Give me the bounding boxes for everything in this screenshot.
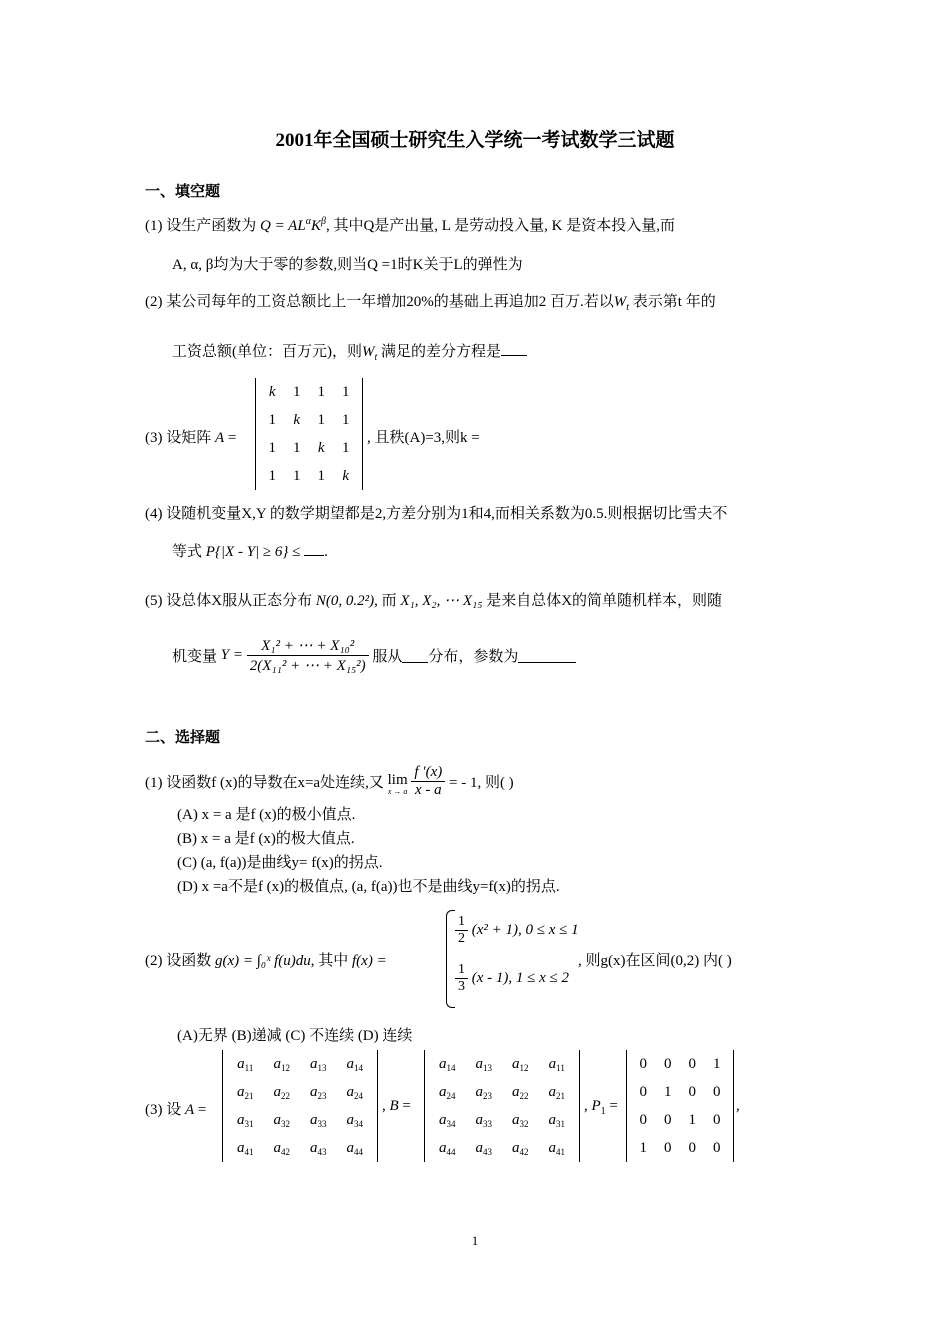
matrix-cell: $a_{42}$ (512, 1139, 529, 1157)
matrix-cell: 0 (688, 1055, 696, 1072)
matrix-cell: 0 (713, 1111, 721, 1128)
matrix-cell: $a_{21}$ (237, 1083, 254, 1101)
page-number: 1 (471, 1233, 479, 1248)
matrix-cell: $a_{22}$ (512, 1083, 529, 1101)
fill-q2-wt: $W_t$ (613, 294, 630, 313)
matrix-cell: $a_{32}$ (512, 1111, 529, 1129)
matrix-cell: k (342, 467, 350, 484)
matrix-cell: 0 (639, 1111, 647, 1128)
piecewise-brace (446, 910, 455, 1008)
matrix-cell: 0 (713, 1139, 721, 1156)
fraction-denominator: x - a (414, 782, 442, 798)
choice-q1-option-c: (C) (a, f(a))是曲线y= f(x)的拐点. (177, 855, 383, 871)
matrix-cell: $a_{23}$ (475, 1083, 492, 1101)
label-p1: , $P_1$ = (584, 1098, 618, 1117)
choice-q2-case1: $\frac{1}{2}$ (x² + 1), 0 ≤ x ≤ 1 (455, 914, 579, 947)
fill-q5-dist: N(0, 0.2²) (315, 593, 375, 609)
matrix-cell: 0 (664, 1055, 672, 1072)
matrix-cell: 1 (342, 439, 350, 456)
fill-q4-line2: 等式 P{|X - Y| ≥ 6} ≤ . (172, 540, 328, 561)
matrix-cell: $a_{44}$ (439, 1139, 456, 1157)
matrix-cell: $a_{33}$ (475, 1111, 492, 1129)
matrix-cell: 1 (293, 439, 301, 456)
matrix-cell: 1 (268, 467, 276, 484)
fraction-numerator: X₁² + ⋯ + X₁₀² (247, 636, 369, 656)
matrix-cell: 1 (317, 383, 325, 400)
fill-q1-formula: $Q = AL^\alpha K^\beta$ (260, 216, 326, 234)
answer-blank (501, 341, 527, 356)
choice-q2-case2: $\frac{1}{3}$ (x - 1), 1 ≤ x ≤ 2 (455, 962, 569, 995)
page-title: 2001年全国硕士研究生入学统一考试数学三试题 (275, 130, 675, 151)
matrix-cell: $a_{41}$ (237, 1139, 254, 1157)
matrix-b (424, 1050, 580, 1162)
fill-q3-rest: , 且秩(A)=3,则k = (367, 430, 480, 446)
fill-q2-text3: 工资总额(单位：百万元)，则 (172, 344, 362, 360)
matrix-cell: 0 (664, 1139, 672, 1156)
choice-q2-options: (A)无界 (B)递减 (C) 不连续 (D) 连续 (177, 1028, 413, 1044)
matrix-cell: $a_{13}$ (310, 1055, 327, 1073)
fill-q1-prefix: (1) 设生产函数为 (145, 218, 257, 234)
matrix-a-q3 (255, 378, 363, 490)
matrix-cell: $a_{44}$ (346, 1139, 363, 1157)
matrix-cell: $a_{11}$ (548, 1055, 565, 1073)
matrix-cell: $a_{31}$ (237, 1111, 254, 1129)
choice-q2-text2: , 其中 (310, 953, 349, 969)
matrix-cell: k (293, 411, 301, 428)
matrix-cell: 1 (688, 1111, 696, 1128)
fill-q2-line2: 工资总额(单位：百万元)，则$W_t$ 满足的差分方程是 (172, 340, 527, 363)
matrix-cell: 1 (268, 411, 276, 428)
matrix-cell: $a_{23}$ (310, 1083, 327, 1101)
matrix-cell: $a_{12}$ (512, 1055, 529, 1073)
fill-q5-line1 (145, 589, 722, 610)
fill-q2-text2: 表示第t 年的 (632, 294, 716, 310)
matrix-cell: 0 (639, 1055, 647, 1072)
matrix-cell: 1 (293, 383, 301, 400)
fill-q1-line1 (145, 214, 675, 235)
matrix-cell: k (317, 439, 325, 456)
matrix-cell: 0 (639, 1083, 647, 1100)
matrix-cell: 1 (317, 467, 325, 484)
matrix-cell: 1 (317, 411, 325, 428)
trailing-comma: , (736, 1098, 740, 1114)
matrix-cell: 1 (342, 411, 350, 428)
section-fill-heading: 一、填空题 (145, 184, 221, 200)
matrix-cell: $a_{32}$ (273, 1111, 290, 1129)
matrix-cell: $a_{31}$ (548, 1111, 565, 1129)
section-choice-heading: 二、选择题 (145, 730, 221, 746)
answer-blank (518, 648, 576, 663)
matrix-cell: $a_{33}$ (310, 1111, 327, 1129)
fill-q2-line1 (145, 290, 716, 313)
fill-q5-text: (5) 设总体X服从正态分布 (145, 593, 313, 609)
matrix-cell: $a_{24}$ (346, 1083, 363, 1101)
choice-q1-limit: lim x → a (387, 771, 408, 796)
matrix-cell: 1 (268, 439, 276, 456)
matrix-cell: $a_{34}$ (346, 1111, 363, 1129)
matrix-cell: $a_{11}$ (237, 1055, 254, 1073)
fraction-denominator: 2(X₁₁² + ⋯ + X₁₅²) (249, 658, 366, 674)
fill-q5-text5: 服从 (372, 649, 403, 665)
matrix-cell: 1 (342, 383, 350, 400)
matrix-cell: 1 (664, 1083, 672, 1100)
fill-q4-text: 等式 (172, 544, 203, 560)
choice-q2-rest: , 则g(x)在区间(0,2) 内( ) (578, 953, 732, 969)
matrix-cell: $a_{34}$ (439, 1111, 456, 1129)
fill-q3-label: (3) 设矩阵 A = (145, 430, 237, 446)
fill-q5-line2: 机变量 Y = $\frac{\text{X₁² + ⋯ + X₁₀²}}{\text{2(X₁₁² + ⋯ + X₁₅²)}}$ 服从 分布，参数为 (172, 636, 576, 675)
choice-q1-option-d: (D) x =a不是f (x)的极值点, (a, f(a))也不是曲线y=f(x)的拐点. (177, 879, 560, 895)
matrix-cell: 0 (713, 1083, 721, 1100)
answer-blank (304, 541, 324, 556)
matrix-cell: $a_{42}$ (273, 1139, 290, 1157)
fill-q2-text: (2) 某公司每年的工资总额比上一年增加20%的基础上再追加2 百万.若以 (145, 294, 614, 310)
fill-q4-formula: P{|X - Y| ≥ 6} ≤ (205, 544, 301, 560)
matrix-cell: $a_{22}$ (273, 1083, 290, 1101)
matrix-cell: $a_{41}$ (548, 1139, 565, 1157)
matrix-cell: 1 (639, 1139, 647, 1156)
label-b: , B = (382, 1098, 411, 1114)
matrix-cell: $a_{14}$ (439, 1055, 456, 1073)
choice-q1-line (145, 764, 514, 799)
matrix-cell: $a_{13}$ (475, 1055, 492, 1073)
choice-q1-option-b: (B) x = a 是f (x)的极大值点. (177, 831, 355, 847)
choice-q1-fraction (411, 764, 445, 799)
matrix-p1 (626, 1050, 734, 1162)
matrix-cell: 0 (688, 1139, 696, 1156)
fill-q5-sample: X₁, X₂, ⋯ X₁₅ (400, 593, 483, 609)
choice-q2-text: (2) 设函数 (145, 953, 212, 969)
matrix-cell: $a_{43}$ (310, 1139, 327, 1157)
fill-q1-rest: , 其中Q是产出量, L 是劳动投入量, K 是资本投入量,而 (325, 218, 675, 234)
matrix-cell: $a_{24}$ (439, 1083, 456, 1101)
fraction-numerator: f ′(x) (411, 764, 445, 782)
choice-q1-option-a: (A) x = a 是f (x)的极小值点. (177, 807, 356, 823)
matrix-cell: $a_{21}$ (548, 1083, 565, 1101)
fill-q2-text4: 满足的差分方程是 (381, 344, 502, 360)
fill-q5-fraction (247, 636, 369, 675)
choice-q3-label: (3) 设 A = (145, 1102, 207, 1118)
matrix-a (222, 1050, 378, 1162)
matrix-cell: k (268, 383, 276, 400)
fill-q1-line2: A, α, β均为大于零的参数,则当Q =1时K关于L的弹性为 (172, 257, 523, 273)
choice-q1-text: (1) 设函数f (x)的导数在x=a处连续,又 (145, 775, 384, 791)
answer-blank (402, 648, 428, 663)
matrix-cell: 0 (664, 1111, 672, 1128)
choice-q3-text: (3) 设 (145, 1102, 182, 1118)
fill-q3-text: (3) 设矩阵 (145, 430, 212, 446)
matrix-cell: $a_{14}$ (346, 1055, 363, 1073)
matrix-cell: 0 (688, 1083, 696, 1100)
fill-q4-line1: (4) 设随机变量X,Y 的数学期望都是2,方差分别为1和4,而相关系数为0.5.则根据切比雪夫不 (145, 506, 728, 522)
fill-q5-text3: 是来自总体X的简单随机样本，则随 (486, 593, 723, 609)
matrix-cell: 1 (713, 1055, 721, 1072)
matrix-cell: $a_{12}$ (273, 1055, 290, 1073)
matrix-cell: 1 (293, 467, 301, 484)
matrix-cell: $a_{43}$ (475, 1139, 492, 1157)
choice-q2-fx: f(x) = (352, 953, 387, 969)
fill-q5-text2: , 而 (374, 593, 397, 609)
choice-q2-line (145, 949, 387, 970)
choice-q2-integral: g(x) = ∫₀ˣ f(u)du (215, 953, 311, 969)
fill-q5-text4: 机变量 (172, 649, 218, 665)
choice-q1-text2: = - 1, 则( ) (448, 775, 514, 791)
fill-q5-text6: 分布，参数为 (428, 649, 519, 665)
